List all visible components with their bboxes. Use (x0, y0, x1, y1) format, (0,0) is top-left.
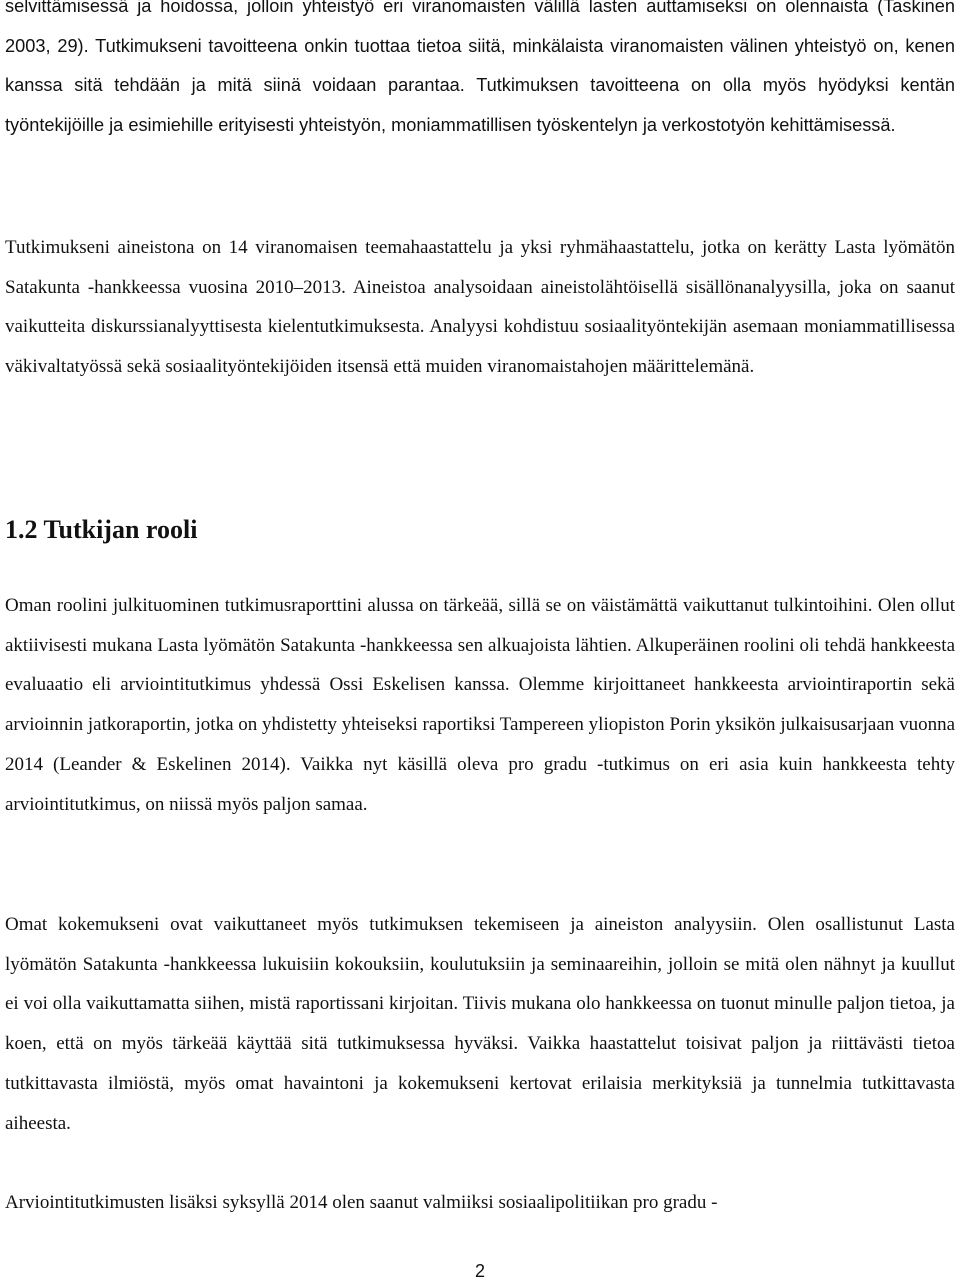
paragraph-material-part1: Tutkimukseni aineistona on 14 viranomaisen teemahaastattelu ja yksi ryhmähaastattelu, jotka on kerätty Lasta lyömätön Satakunta -hankkeessa vuosina 2010–2013. (5, 237, 955, 298)
paragraph-own-experiences: Omat kokemukseni ovat vaikuttaneet myös tutkimuksen tekemiseen ja aineiston analyysiin. Olen osallistunut Lasta lyömätön Satakunta -hankkeessa lukuisiin kokouksiin, koulutuksiin ja seminaareihin, jolloin se mitä olen nähnyt ja kuullut ei voi olla vaikuttamatta siihen, mistä raportissani kirjoitan. Tiivis mukana olo hankkeessa on tuonut minulle paljon tietoa, ja koen, että on myös tärkeää käyttää sitä tutkimuksessa hyväksi. Vaikka haastattelut toisivat paljon ja riittävästi tietoa tutkittavasta ilmiöstä, myös omat havaintoni ja kokemukseni kertovat erilaisia merkityksiä ja tunnelmia tutkittavasta aiheesta. (5, 914, 955, 1134)
paragraph-final: Arviointitutkimusten lisäksi syksyllä 2014 olen saanut valmiiksi sosiaalipolitiikan pro gradu - (5, 1192, 718, 1213)
paragraph-intro-continued: selvittämisessä ja hoidossa, jolloin yhteistyö eri viranomaisten välillä lasten auttamiseksi on olennaista (Taskinen 2003, 29). Tutkimukseni tavoitteena onkin tuottaa tietoa siitä, minkälaista viranomaisten välinen yhteistyö on, kenen kanssa sitä tehdään ja mitä siinä voidaan parantaa. Tutkimuksen tavoitteena on olla myös hyödyksi kentän työntekijöille ja esimiehille erityisesti yhteistyön, moniammatillisen työskentelyn ja verkostotyön kehittämisessä. (5, 0, 955, 136)
paragraph-material-part3: Analyysi kohdistuu sosiaalityöntekijän asemaan moniammatillisessa väkivaltatyössä sekä sosiaalityöntekijöiden itsensä että muiden viranomaistahojen määrittelemänä. (5, 316, 956, 378)
paragraph-material (5, 228, 955, 387)
page-number: 2 (474, 1261, 485, 1281)
section-heading: 1.2 Tutkijan rooli (5, 515, 198, 544)
paragraph-material-part2: Aineistoa analysoidaan aineistolähtöisellä sisällönanalyysilla, joka on saanut vaikutteita diskurssianalyyttisesta kielentutkimuksesta. (5, 276, 955, 338)
paragraph-researcher-role: Oman roolini julkituominen tutkimusraporttini alussa on tärkeää, sillä se on väistämättä vaikuttanut tulkintoihini. Olen ollut aktiivisesti mukana Lasta lyömätön Satakunta -hankkeessa sen alkuajoista lähtien. Alkuperäinen roolini oli tehdä hankkeesta evaluaatio eli arviointitutkimus yhdessä Ossi Eskelisen kanssa. Olemme kirjoittaneet hankkeesta arviointiraportin sekä arvioinnin jatkoraportin, jotka on yhdistetty yhteiseksi raportiksi Tampereen yliopiston Porin yksikön julkaisusarjaan vuonna 2014 (Leander & Eskelinen 2014). Vaikka nyt käsillä oleva pro gradu -tutkimus on eri asia kuin hankkeesta tehty arviointitutkimus, on niissä myös paljon samaa. (5, 595, 955, 815)
